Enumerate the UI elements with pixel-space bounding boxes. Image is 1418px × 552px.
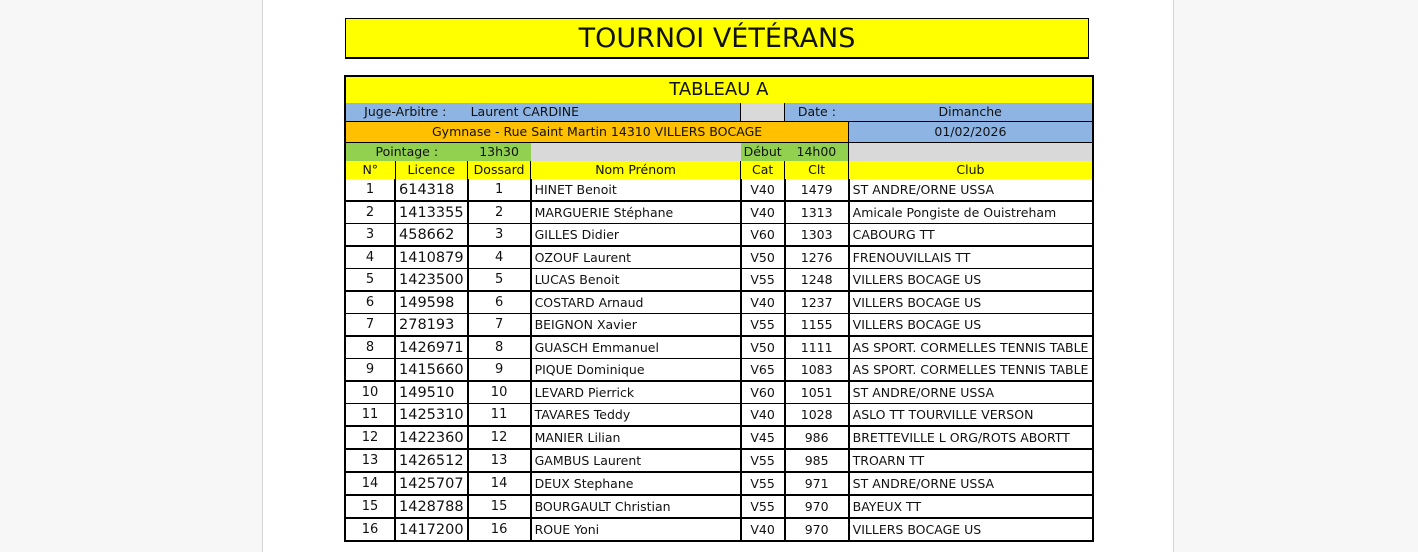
cell-club: FRENOUVILLAIS TT	[849, 246, 1093, 269]
cell-dossard: 14	[468, 472, 531, 495]
table-row	[345, 518, 1093, 541]
cell-licence: 1415660	[395, 359, 468, 382]
cell-club: TROARN TT	[849, 449, 1093, 472]
cell-category: V55	[741, 449, 785, 472]
pointage-label: Pointage :	[345, 143, 468, 162]
cell-number: 7	[345, 314, 395, 337]
cell-club: VILLERS BOCAGE US	[849, 518, 1093, 541]
cell-name: LEVARD Pierrick	[531, 381, 741, 404]
cell-category: V40	[741, 518, 785, 541]
cell-club: ST ANDRE/ORNE USSA	[849, 472, 1093, 495]
cell-dossard: 16	[468, 518, 531, 541]
table-row	[345, 269, 1093, 292]
table-row	[345, 291, 1093, 314]
cell-category: V40	[741, 201, 785, 224]
cell-name: GAMBUS Laurent	[531, 449, 741, 472]
cell-dossard: 4	[468, 246, 531, 269]
cell-licence: 149510	[395, 381, 468, 404]
cell-club: ST ANDRE/ORNE USSA	[849, 179, 1093, 201]
cell-club: ST ANDRE/ORNE USSA	[849, 381, 1093, 404]
venue-row	[345, 122, 1093, 143]
cell-number: 1	[345, 179, 395, 201]
cell-ranking: 1479	[785, 179, 849, 201]
cell-club: VILLERS BOCAGE US	[849, 269, 1093, 292]
cell-dossard: 15	[468, 495, 531, 518]
cell-club: AS SPORT. CORMELLES TENNIS TABLE	[849, 359, 1093, 382]
cell-category: V50	[741, 336, 785, 359]
cell-category: V55	[741, 269, 785, 292]
cell-name: DEUX Stephane	[531, 472, 741, 495]
table-row	[345, 201, 1093, 224]
table-row	[345, 336, 1093, 359]
referee-name: Laurent CARDINE	[468, 103, 741, 122]
date-value: 01/02/2026	[849, 122, 1093, 143]
players-table	[344, 75, 1094, 542]
cell-name: MARGUERIE Stéphane	[531, 201, 741, 224]
table-row	[345, 426, 1093, 449]
cell-dossard: 8	[468, 336, 531, 359]
venue-address: Gymnase - Rue Saint Martin 14310 VILLERS BOCAGE	[345, 122, 849, 143]
column-header-licence: Licence	[395, 161, 468, 179]
cell-number: 13	[345, 449, 395, 472]
cell-dossard: 6	[468, 291, 531, 314]
cell-category: V40	[741, 404, 785, 427]
cell-name: PIQUE Dominique	[531, 359, 741, 382]
cell-dossard: 1	[468, 179, 531, 201]
schedule-row	[345, 143, 1093, 162]
empty-cell	[531, 143, 741, 162]
cell-club: CABOURG TT	[849, 224, 1093, 247]
cell-category: V45	[741, 426, 785, 449]
cell-ranking: 986	[785, 426, 849, 449]
table-row	[345, 179, 1093, 201]
cell-name: GILLES Didier	[531, 224, 741, 247]
cell-number: 15	[345, 495, 395, 518]
table-row	[345, 404, 1093, 427]
cell-category: V40	[741, 291, 785, 314]
cell-category: V50	[741, 246, 785, 269]
cell-category: V65	[741, 359, 785, 382]
cell-ranking: 1237	[785, 291, 849, 314]
cell-ranking: 1028	[785, 404, 849, 427]
cell-category: V60	[741, 381, 785, 404]
cell-ranking: 1111	[785, 336, 849, 359]
cell-club: BAYEUX TT	[849, 495, 1093, 518]
cell-ranking: 1083	[785, 359, 849, 382]
cell-dossard: 9	[468, 359, 531, 382]
referee-row	[345, 103, 1093, 122]
column-header-n: N°	[345, 161, 395, 179]
cell-dossard: 3	[468, 224, 531, 247]
column-header-clt: Clt	[785, 161, 849, 179]
cell-dossard: 13	[468, 449, 531, 472]
tableau-title: TABLEAU A	[345, 76, 1093, 103]
cell-licence: 149598	[395, 291, 468, 314]
referee-label: Juge-Arbitre :	[345, 103, 468, 122]
cell-number: 16	[345, 518, 395, 541]
cell-ranking: 1303	[785, 224, 849, 247]
table-row	[345, 359, 1093, 382]
cell-number: 14	[345, 472, 395, 495]
table-row	[345, 472, 1093, 495]
cell-club: Amicale Pongiste de Ouistreham	[849, 201, 1093, 224]
cell-name: HINET Benoit	[531, 179, 741, 201]
cell-name: BEIGNON Xavier	[531, 314, 741, 337]
cell-ranking: 1051	[785, 381, 849, 404]
cell-name: TAVARES Teddy	[531, 404, 741, 427]
cell-name: BOURGAULT Christian	[531, 495, 741, 518]
table-row	[345, 449, 1093, 472]
debut-label: Début	[741, 143, 785, 162]
date-label: Date :	[785, 103, 849, 122]
cell-name: OZOUF Laurent	[531, 246, 741, 269]
cell-licence: 1428788	[395, 495, 468, 518]
date-day: Dimanche	[849, 103, 1093, 122]
cell-number: 6	[345, 291, 395, 314]
tournament-title	[345, 18, 1089, 59]
cell-ranking: 971	[785, 472, 849, 495]
cell-club: BRETTEVILLE L ORG/ROTS ABORTT	[849, 426, 1093, 449]
cell-club: AS SPORT. CORMELLES TENNIS TABLE	[849, 336, 1093, 359]
empty-cell	[741, 103, 785, 122]
cell-category: V40	[741, 179, 785, 201]
cell-number: 8	[345, 336, 395, 359]
tournament-title-text: TOURNOI VÉTÉRANS	[578, 22, 856, 54]
cell-ranking: 1155	[785, 314, 849, 337]
cell-number: 10	[345, 381, 395, 404]
cell-licence: 1426971	[395, 336, 468, 359]
cell-licence: 1425310	[395, 404, 468, 427]
column-header-row	[345, 161, 1093, 179]
cell-licence: 1426512	[395, 449, 468, 472]
cell-name: ROUE Yoni	[531, 518, 741, 541]
cell-name: COSTARD Arnaud	[531, 291, 741, 314]
cell-licence: 278193	[395, 314, 468, 337]
cell-licence: 614318	[395, 179, 468, 201]
cell-category: V55	[741, 314, 785, 337]
cell-number: 4	[345, 246, 395, 269]
cell-number: 11	[345, 404, 395, 427]
cell-licence: 1413355	[395, 201, 468, 224]
cell-ranking: 985	[785, 449, 849, 472]
cell-number: 5	[345, 269, 395, 292]
cell-name: LUCAS Benoit	[531, 269, 741, 292]
cell-licence: 458662	[395, 224, 468, 247]
cell-ranking: 1248	[785, 269, 849, 292]
cell-category: V55	[741, 495, 785, 518]
cell-number: 3	[345, 224, 395, 247]
column-header-club: Club	[849, 161, 1093, 179]
debut-time: 14h00	[785, 143, 849, 162]
cell-licence: 1410879	[395, 246, 468, 269]
cell-dossard: 5	[468, 269, 531, 292]
cell-ranking: 1276	[785, 246, 849, 269]
cell-name: MANIER Lilian	[531, 426, 741, 449]
table-row	[345, 381, 1093, 404]
cell-dossard: 10	[468, 381, 531, 404]
cell-dossard: 11	[468, 404, 531, 427]
cell-dossard: 12	[468, 426, 531, 449]
cell-dossard: 7	[468, 314, 531, 337]
cell-ranking: 970	[785, 518, 849, 541]
table-row	[345, 246, 1093, 269]
cell-licence: 1422360	[395, 426, 468, 449]
table-row	[345, 224, 1093, 247]
cell-name: GUASCH Emmanuel	[531, 336, 741, 359]
cell-category: V60	[741, 224, 785, 247]
cell-number: 12	[345, 426, 395, 449]
cell-dossard: 2	[468, 201, 531, 224]
cell-licence: 1423500	[395, 269, 468, 292]
cell-ranking: 970	[785, 495, 849, 518]
column-header-nom: Nom Prénom	[531, 161, 741, 179]
table-row	[345, 314, 1093, 337]
tableau-header-row	[345, 76, 1093, 103]
pointage-time: 13h30	[468, 143, 531, 162]
table-row	[345, 495, 1093, 518]
cell-club: VILLERS BOCAGE US	[849, 314, 1093, 337]
column-header-dossard: Dossard	[468, 161, 531, 179]
column-header-cat: Cat	[741, 161, 785, 179]
cell-club: VILLERS BOCAGE US	[849, 291, 1093, 314]
cell-number: 9	[345, 359, 395, 382]
cell-licence: 1417200	[395, 518, 468, 541]
cell-category: V55	[741, 472, 785, 495]
cell-licence: 1425707	[395, 472, 468, 495]
empty-cell	[849, 143, 1093, 162]
cell-ranking: 1313	[785, 201, 849, 224]
cell-club: ASLO TT TOURVILLE VERSON	[849, 404, 1093, 427]
cell-number: 2	[345, 201, 395, 224]
